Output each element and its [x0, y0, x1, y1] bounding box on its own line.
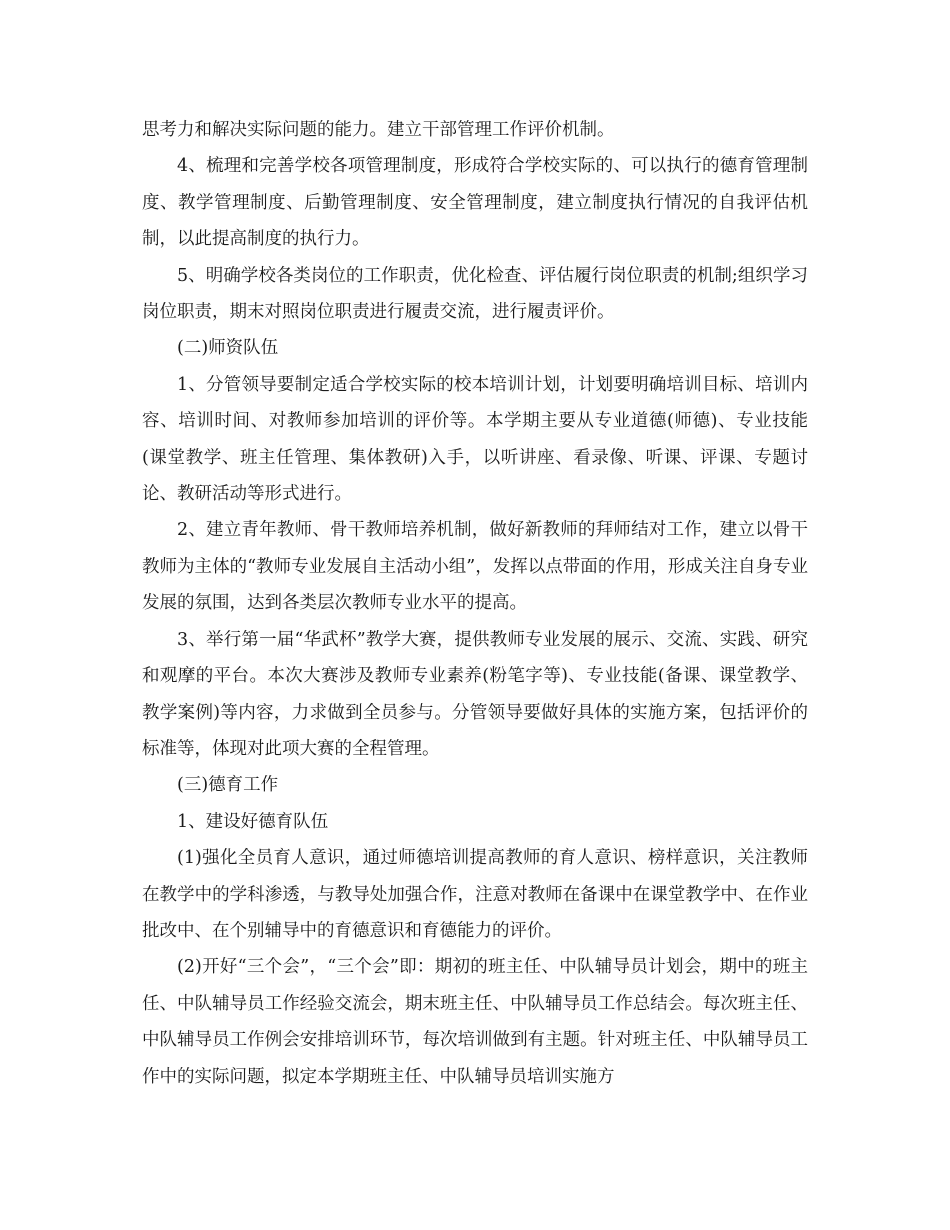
paragraph-teachers-1: 1、分管领导要制定适合学校实际的校本培训计划，计划要明确培训目标、培训内容、培训时间、对教师参加培训的评价等。本学期主要从专业道德(师德)、专业技能(课堂教学、班主任管理、集体教研)入手，以听讲座、看录像、听课、评课、专题讨论、教研活动等形式进行。 — [142, 374, 808, 505]
section-heading-moral-education: (三)德育工作 — [177, 775, 279, 796]
subheading-moral-team: 1、建设好德育队伍 — [177, 811, 329, 832]
paragraph-teachers-3: 3、举行第一届“华武杯”教学大赛，提供教师专业发展的展示、交流、实践、研究和观摩的平台。本次大赛涉及教师专业素养(粉笔字等)、专业技能(备课、课堂教学、教学案例)等内容，力求做到全员参与。分管领导要做好具体的实施方案，包括评价的标准等，体现对此项大赛的全程管理。 — [142, 629, 808, 759]
paragraph-teachers-2: 2、建立青年教师、骨干教师培养机制，做好新教师的拜师结对工作，建立以骨干教师为主体的“教师专业发展自主活动小组”，发挥以点带面的作用，形成关注自身专业发展的氛围，达到各类层次教师专业水平的提高。 — [142, 520, 808, 614]
paragraph-moral-1: (1)强化全员育人意识，通过师德培训提高教师的育人意识、榜样意识，关注教师在教学中的学科渗透，与教导处加强合作，注意对教师在备课中在课堂教学中、在作业批改中、在个别辅导中的育德意识和育德能力的评价。 — [142, 848, 808, 941]
paragraph-continuation: 思考力和解决实际问题的能力。建立干部管理工作评价机制。 — [142, 120, 615, 140]
paragraph-moral-2: (2)开好“三个会”，“三个会”即：期初的班主任、中队辅导员计划会，期中的班主任、中队辅导员工作经验交流会，期末班主任、中队辅导员工作总结会。每次班主任、中队辅导员工作例会安排培训环节，每次培训做到有主题。针对班主任、中队辅导员工作中的实际问题，拟定本学期班主任、中队辅导员培训实施方 — [142, 957, 808, 1087]
paragraph-item-5: 5、明确学校各类岗位的工作职责，优化检查、评估履行岗位职责的机制;组织学习岗位职责，期末对照岗位职责进行履责交流，进行履责评价。 — [142, 265, 808, 323]
document-page — [142, 112, 808, 1095]
section-heading-teachers: (二)师资队伍 — [177, 338, 279, 359]
paragraph-item-4: 4、梳理和完善学校各项管理制度，形成符合学校实际的、可以执行的德育管理制度、教学管理制度、后勤管理制度、安全管理制度，建立制度执行情况的自我评估机制，以此提高制度的执行力。 — [142, 156, 808, 250]
